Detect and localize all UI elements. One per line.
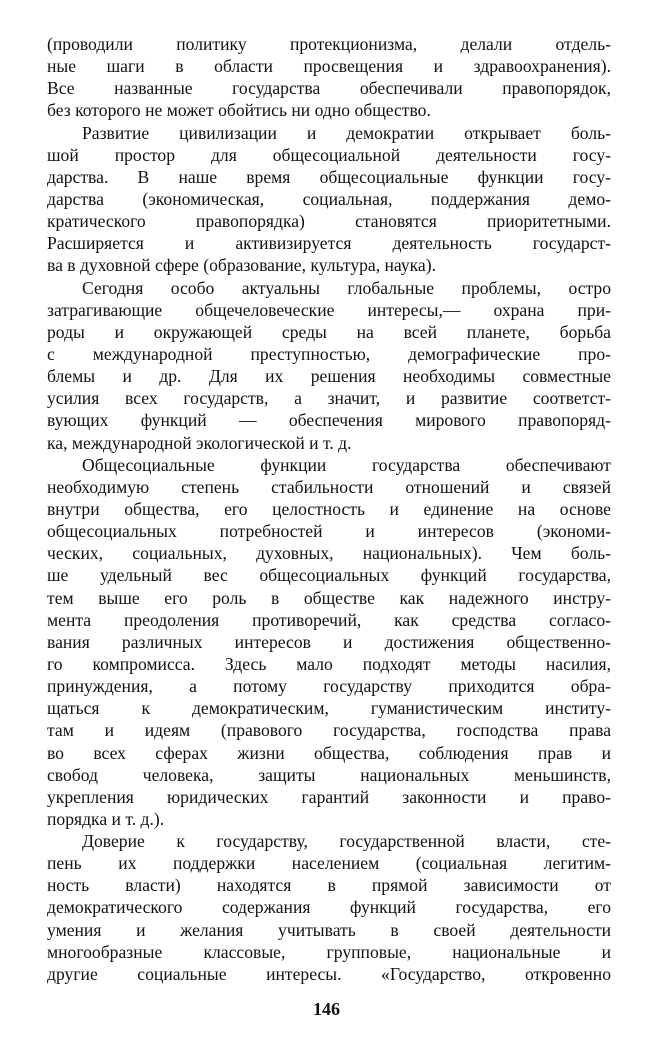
- text-line: ва в духовной сфере (образование, культура, наука).: [47, 255, 436, 276]
- text-line: пень их поддержки населением (социальная легитим-: [47, 853, 611, 874]
- text-line: многообразные классовые, групповые, национальные и: [47, 941, 611, 962]
- text-line: вующих функций — обеспечения мирового правопоряд-: [47, 410, 611, 431]
- paragraph: [47, 830, 611, 985]
- text-line: ше удельный вес общесоциальных функций государства,: [47, 565, 611, 586]
- text-line: во всех сферах жизни общества, соблюдения прав и: [47, 742, 611, 763]
- text-line: ные шаги в области просвещения и здравоохранения).: [47, 56, 611, 77]
- text-line: внутри общества, его целостность и единение на основе: [47, 498, 611, 519]
- text-line: мента преодоления противоречий, как средства согласо-: [47, 609, 611, 630]
- text-line: вания различных интересов и достижения общественно-: [47, 631, 611, 652]
- text-line: Общесоциальные функции государства обеспечивают: [82, 454, 611, 475]
- page-number: 146: [313, 999, 340, 1019]
- text-line: ка, международной экологической и т. д.: [47, 432, 352, 453]
- paragraph: [47, 454, 611, 830]
- paragraph: [47, 33, 611, 122]
- text-line: демократического содержания функций государства, его: [47, 897, 611, 918]
- text-line: укрепления юридических гарантий законности и право-: [47, 786, 611, 807]
- body-text: [47, 33, 611, 985]
- text-line: ность власти) находятся в прямой зависимости от: [47, 875, 611, 896]
- text-line: шой простор для общесоциальной деятельности госу-: [47, 144, 611, 165]
- text-line: принуждения, а потому государству приходится обра-: [47, 676, 611, 697]
- text-line: дарства. В наше время общесоциальные функции госу-: [47, 166, 611, 187]
- text-line: с международной преступностью, демографические про-: [47, 343, 611, 364]
- text-line: свобод человека, защиты национальных меньшинств,: [47, 764, 611, 785]
- text-line: Развитие цивилизации и демократии открывает боль-: [82, 122, 611, 143]
- text-line: щаться к демократическим, гуманистическим институ-: [47, 698, 611, 719]
- text-line: Доверие к государству, государственной власти, сте-: [82, 831, 611, 852]
- text-line: без которого не может обойтись ни одно общество.: [47, 100, 431, 121]
- text-line: необходимую степень стабильности отношений и связей: [47, 476, 611, 497]
- text-line: (проводили политику протекционизма, делали отдель-: [47, 34, 611, 54]
- text-line: ческих, социальных, духовных, национальных). Чем боль-: [47, 543, 611, 564]
- text-line: тем выше его роль в обществе как надежного инстру-: [47, 587, 611, 608]
- text-line: усилия всех государств, а значит, и развитие соответст-: [47, 388, 611, 409]
- text-line: умения и желания учитывать в своей деятельности: [47, 919, 611, 940]
- text-line: Все названные государства обеспечивали правопорядок,: [47, 78, 611, 99]
- text-line: Сегодня особо актуальны глобальные проблемы, остро: [82, 277, 611, 298]
- text-line: блемы и др. Для их решения необходимы совместные: [47, 366, 611, 387]
- text-line: Расширяется и активизируется деятельность государст-: [47, 233, 611, 254]
- text-line: общесоциальных потребностей и интересов (экономи-: [47, 521, 611, 542]
- text-line: роды и окружающей среды на всей планете, борьба: [47, 321, 611, 342]
- text-line: там и идеям (правового государства, господства права: [47, 720, 611, 741]
- paragraph: [47, 277, 611, 454]
- text-line: порядка и т. д.).: [47, 808, 165, 829]
- text-line: го компромисса. Здесь мало подходят методы насилия,: [47, 653, 611, 674]
- paragraph: [47, 122, 611, 277]
- text-line: кратического правопорядка) становятся приоритетными.: [47, 211, 611, 232]
- text-line: затрагивающие общечеловеческие интересы,— охрана при-: [47, 299, 611, 320]
- text-line: другие социальные интересы. «Государство, откровенно: [47, 963, 611, 984]
- text-line: дарства (экономическая, социальная, поддержания демо-: [47, 188, 611, 209]
